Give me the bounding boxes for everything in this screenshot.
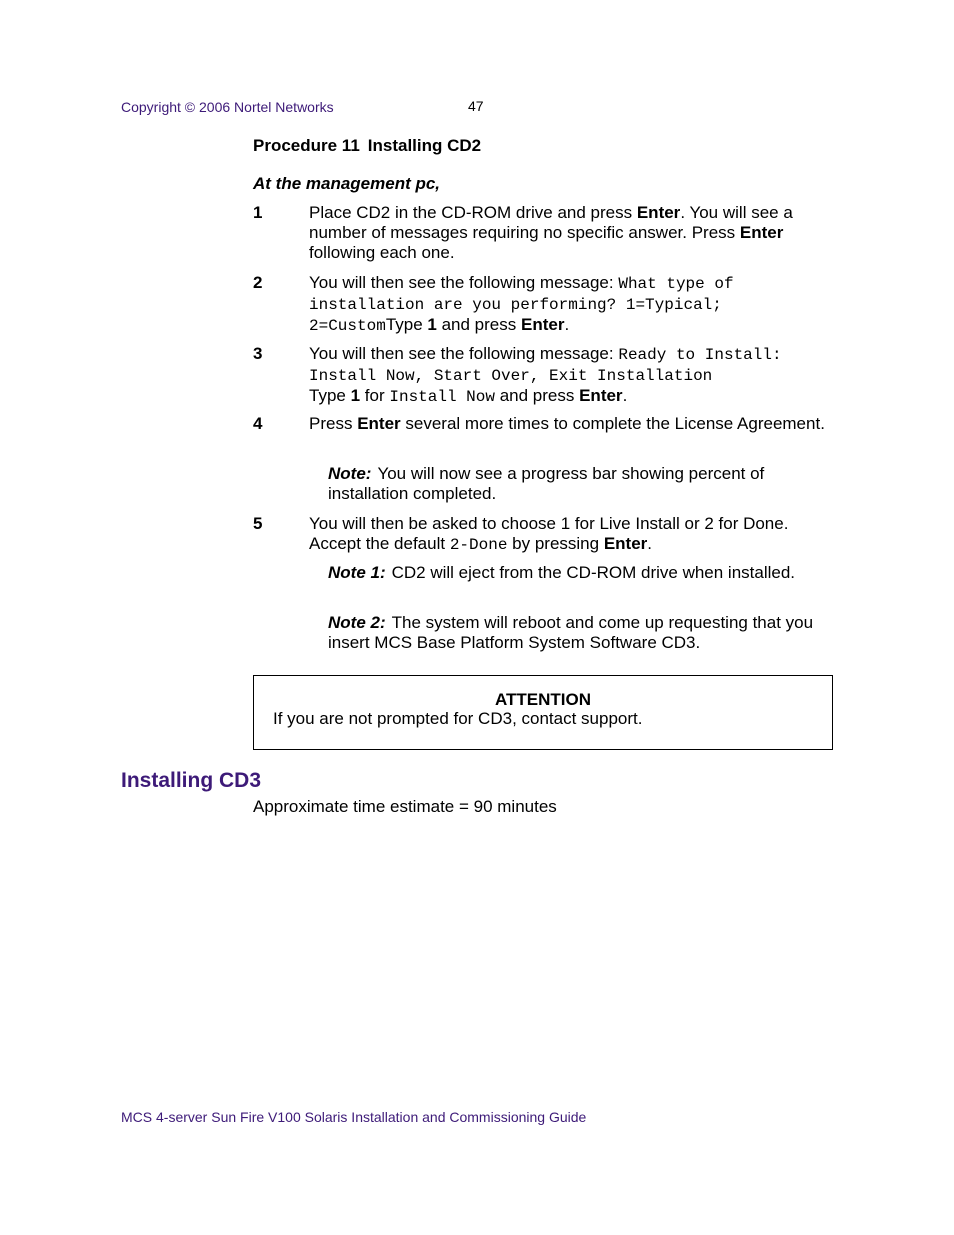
time-estimate: Approximate time estimate = 90 minutes <box>253 797 557 816</box>
key-1: 1 <box>427 315 437 334</box>
header-copyright: Copyright © 2006 Nortel Networks <box>121 99 334 115</box>
key-1: 1 <box>350 386 361 405</box>
text-run: . <box>647 534 653 553</box>
text-run: by pressing <box>507 534 604 553</box>
step-number: 3 <box>253 344 263 363</box>
key-enter: Enter <box>357 414 401 433</box>
text-run: . You will see a number of messages requiring no specific answer. Press <box>309 203 793 242</box>
step-text <box>309 414 833 434</box>
step-text <box>309 203 833 263</box>
procedure-subheading: At the management pc, <box>253 174 441 193</box>
procedure-title <box>253 136 481 156</box>
attention-text: If you are not prompted for CD3, contact support. <box>273 709 643 728</box>
note-text: The system will reboot and come up requesting that you insert MCS Base Platform System Software CD3. <box>328 613 814 652</box>
section-title: Installing CD3 <box>121 769 262 792</box>
text-run: following each one. <box>309 243 455 262</box>
text-run: Place CD2 in the CD-ROM drive and press <box>309 203 637 222</box>
step-2 <box>253 273 833 336</box>
procedure-number: Procedure 11 <box>253 136 360 155</box>
system-message: Ready to Install: Install Now, Start Over, Exit Installation <box>309 346 782 385</box>
text-run: Press <box>309 414 358 433</box>
page-number: 47 <box>468 98 484 114</box>
system-message: What type of installation are you performing? 1=Typical; 2=Custom <box>309 275 734 335</box>
note-text: CD2 will eject from the CD-ROM drive when installed. <box>391 563 796 582</box>
note-text: You will now see a progress bar showing percent of installation completed. <box>328 464 765 503</box>
step-number: 2 <box>253 273 263 292</box>
text-run: Type <box>385 315 428 334</box>
step-1 <box>253 203 833 263</box>
key-enter: Enter <box>603 534 648 553</box>
step-3 <box>253 344 833 407</box>
text-run: Type <box>309 386 351 405</box>
text-run: You will then see the following message: <box>309 273 619 292</box>
note <box>328 464 833 504</box>
text-run: for <box>360 386 390 405</box>
text-run: several more times to complete the License Agreement. <box>400 414 825 433</box>
text-run: . <box>622 386 628 405</box>
procedure-name: Installing CD2 <box>367 136 482 155</box>
text-run: You will then see the following message: <box>309 344 619 363</box>
step-text <box>309 514 833 555</box>
step-4 <box>253 414 833 434</box>
footer-doc-title: MCS 4-server Sun Fire V100 Solaris Installation and Commissioning Guide <box>121 1109 587 1125</box>
key-enter: Enter <box>636 203 681 222</box>
key-enter: Enter <box>520 315 565 334</box>
note-1 <box>328 563 833 583</box>
option-install-now: Install Now <box>389 388 495 406</box>
key-enter: Enter <box>739 223 784 242</box>
note-label: Note: <box>328 464 372 483</box>
key-enter: Enter <box>579 386 623 405</box>
attention-title: ATTENTION <box>494 690 591 709</box>
text-run: and press <box>436 315 521 334</box>
attention-box <box>253 675 833 750</box>
note-label: Note 2: <box>328 613 386 632</box>
text-run: You will then be asked to choose 1 for Live Install or 2 for Done. Accept the default <box>309 514 789 553</box>
text-run: . <box>564 315 570 334</box>
note-2 <box>328 613 833 653</box>
text-run: and press <box>494 386 580 405</box>
step-text <box>309 273 833 336</box>
step-number: 4 <box>253 414 263 433</box>
step-number: 1 <box>253 203 263 222</box>
step-text <box>309 344 833 407</box>
step-5 <box>253 514 833 555</box>
step-number: 5 <box>253 514 263 533</box>
default-option: 2-Done <box>449 536 508 554</box>
note-label: Note 1: <box>328 563 386 582</box>
